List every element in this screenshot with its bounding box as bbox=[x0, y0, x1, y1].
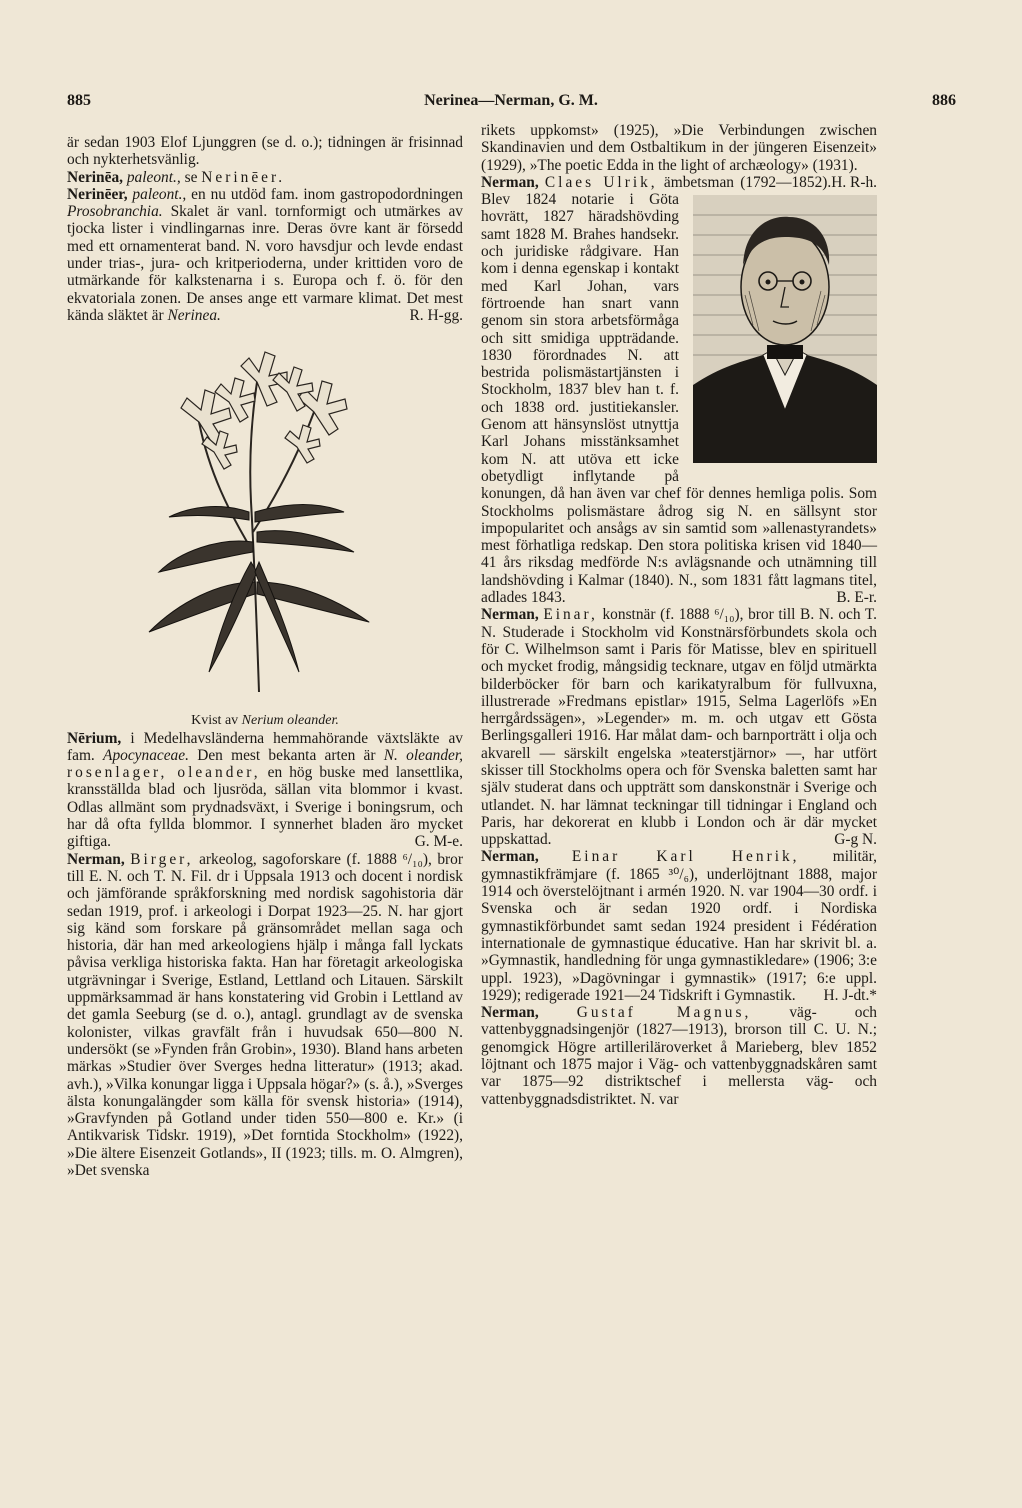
entry-text: ämbetsman (1792—1852). Blev 1824 notarie i Göta hovrätt, 1827 häradshövding samt 1828 M. Brahes handsekr. och juridiske rådgivare. Han kom i denna egenskap i kontakt med Karl Johan, vars förtroende han snart vann genom sin stora arbetsförmåga och sitt smidiga uppträdande. 1830 förordnades N. att bestrida polismästartjänsten i Stockholm, 1837 blev han t. f. och 1838 ord. justitiekansler. Genom att hänsynslöst utnyttja Karl Johans misstänksamhet kom N. att utöva ett icke obetydligt inflytande på konungen, då han även var chef för dennes hemliga polis. Som Stockholms polismästare ådrog sig N. en sällsynt stor impopularitet och ansågs av sin samtid som »allenastyrandets» mest förhatliga redskap. Den stora politiska krisen vid 1840—41 års riksdag medförde N:s avlägsnande och utnämning till landshövding i Kalmar (1840). N., som 1831 fått lagmans titel, adlades 1843. bbox=[481, 173, 877, 607]
entry-term: Nerinēa, bbox=[67, 168, 123, 186]
entry-term: Nerman, bbox=[481, 848, 539, 866]
caption-species: Nerium oleander. bbox=[241, 713, 339, 729]
entry-text: arkeolog, sagoforskare (f. 1888 ⁶/₁₀), bror till E. N. och T. N. Fil. dr i Uppsala 1913 och docent i nordisk och jämförande språkforskning med nordisk sagohistoria där sedan 1919, prof. i arkeologi i Dorpat 1923—25. N. har gjort sig känd som forskare på gränsområdet mellan saga och historia, där han med arkeologiens hjälp i många fall lyckats påvisa verkliga historiska fakta. Han har företagit arkeologiska utgrävningar i Sverige, Estland, Lettland och Litauen. Särskilt uppmärksammad är hans konstatering vid Grobin i Lettland av det gamla Seeburg (se d. o.), antagl. grundlagt av de svenska kolonister, vilkas gravfält från i huvudsak 650—800 N. undersökt (se »Fynden från Grobin», 1930). Bland hans arbeten märkas »Studier över Sverges hedna litteratur» (1913; akad. avh.), »Vilka konungar ligga i Uppsala högar?» (s. å.), »Sverges älsta konungalängder som källa för svensk historia» (1914), »Gravfynden på Gotland under tiden 550—800 e. Kr.» (i Antikvarisk Tidskr. 1919), »Det forntida Stockholm» (1922), »Die ältere Eisenzeit Gotlands», II (1923; tills. m. O. Almgren), »Det svenska bbox=[67, 850, 463, 1179]
entry-einar-karl-henrik-nerman bbox=[481, 848, 877, 1004]
entry-nerium bbox=[67, 730, 463, 851]
entry-gustaf-nerman bbox=[481, 1004, 877, 1108]
portrait-engraving bbox=[693, 195, 877, 463]
figure-caption bbox=[67, 712, 463, 729]
genus-name: Nerinea. bbox=[167, 306, 221, 324]
author-signature: G. M-e. bbox=[414, 833, 463, 851]
entry-given-name: Einar, bbox=[543, 606, 598, 624]
see-label: se bbox=[184, 168, 198, 186]
entry-text: en hög buske med lansettlika, kransställda blad och ljusröda, sällan vita blommor i kvast. Odlas allmänt som prydnadsväxt, i Sverige i boningsrum, och har då ofta fyllda blommor. I synnerhet bladen äro mycket giftiga. bbox=[67, 764, 463, 851]
page-number-right: 886 bbox=[932, 92, 956, 109]
entry-text: Den mest bekanta arten är bbox=[197, 746, 376, 764]
entry-text: en nu utdöd fam. inom gastropodordningen bbox=[191, 185, 463, 203]
caption-text: Kvist av bbox=[191, 713, 239, 729]
portrait-figure bbox=[687, 195, 877, 467]
oleander-illustration bbox=[139, 332, 379, 692]
oleander-figure bbox=[67, 324, 463, 712]
entry-claes-nerman bbox=[481, 174, 877, 606]
author-signature: R. H-gg. bbox=[409, 306, 463, 324]
paragraph-continuation: är sedan 1903 Elof Ljunggren (se d. o.); tidningen är frisinnad och nykterhetsvänlig. bbox=[67, 134, 463, 169]
entry-nerinea bbox=[67, 169, 463, 186]
author-signature: H. J-dt.* bbox=[823, 986, 877, 1004]
entry-term: Nerman, bbox=[481, 173, 539, 191]
running-head: Nerinea—Nerman, G. M. bbox=[424, 92, 598, 109]
entry-text: väg- och vattenbyggnadsingenjör (1827—1913), brorson till C. U. N.; genomgick Högre artilleriläroverket å Marieberg, blev 1852 löjtnant och 1875 major i Väg- och vattenbyggnadskåren samt var 1875—92 distriktschef i mellersta väg- och vattenbyggnadsdistriktet. N. var bbox=[481, 1004, 877, 1108]
entry-text: militär, gymnastikfrämjare (f. 1865 ³⁰/₆), underlöjtnant 1888, major 1914 och överstelöjtnant i armén 1920. N. var 1904—30 ordf. i Svenska och är sedan 1920 ordf. i Nordiska gymnastikförbundet samt sedan 1924 president i Fédération internationale de gymnastique éducative. Han har skrivit bl. a. »Gymnastik, handledning för unga gymnastikledare» (1906; 3:e uppl. 1923), »Dagövningar i gymnastik» (1917; 6:e uppl. 1929); redigerade 1921—24 Tidskrift i Gymnastik. bbox=[481, 848, 877, 1004]
entry-text: Skalet är vanl. tornformigt och utmärkes av tjocka lister i vindlingarnas inre. Deras övre kant är försedd med ett ornamenterat band. N. voro havsdjur och levde endast under trias-, jura- och kritperioderna, under krittiden voro de utmärkande för kalkstenarna i s. Europa och f. ö. för den ekvatoriala zonen. De anses ange ett varmare klimat. Det mest kända släktet är bbox=[67, 203, 463, 324]
entry-term: Nerman, bbox=[481, 606, 539, 624]
entry-einar-nerman bbox=[481, 606, 877, 848]
entry-nerineer bbox=[67, 186, 463, 324]
entry-given-name: Birger, bbox=[130, 850, 194, 868]
author-signature: G-g N. bbox=[834, 831, 877, 849]
entry-given-name: Einar Karl Henrik, bbox=[571, 848, 800, 866]
entry-term: Nerman, bbox=[67, 850, 125, 868]
common-names: rosenlager, oleander, bbox=[67, 764, 261, 782]
entry-term: Nerinēer, bbox=[67, 185, 128, 203]
cross-reference: Nerinēer. bbox=[201, 168, 286, 186]
entry-field: paleont., bbox=[132, 185, 187, 203]
entry-text: rikets uppkomst» (1925), »Die Verbindungen zwischen Skandinavien und dem Ostbaltikum in der jüngeren Eisenzeit» (1929), »The poetic Edda in the light of archæology» (1931). bbox=[481, 122, 877, 174]
entry-given-name: Gustaf Magnus, bbox=[576, 1004, 752, 1022]
entry-text: konstnär (f. 1888 ⁶/₁₀), bror till B. N. och T. N. Studerade i Stockholm vid Konstnärsförbundets skola och för C. Wilhelmson samt i Paris för Matisse, blev en spirituell och mycket frodig, mångsidig tecknare, utgav en följd utmärkta bilderböcker för barn och karikatyralbum för fullvuxna, illustrerade »Fredmans epistlar» 1915, Selma Lagerlöfs »En herrgårdssägen», »Legender» m. m. och utgav ett Gösta Berlingsgalleri 1916. Har målat dam- och barnporträtt i olja och akvarell — särskilt engelska »teaterstjärnor» —, har utfört skisser till Stockholms opera och för Svenska baletten samt har själv studerat dans och uppträtt som danskonstnär i Sverige och utlandet. N. har lämnat teckningar till tidningar i England och Paris, har dekorerat en klubb i London och är där mycket uppskattad. bbox=[481, 606, 877, 849]
author-signature: B. E-r. bbox=[836, 589, 877, 607]
taxon-name: Prosobranchia. bbox=[67, 203, 163, 221]
entry-given-name: Claes Ulrik, bbox=[544, 173, 658, 191]
entry-field: paleont., bbox=[126, 168, 181, 186]
author-signature: H. R-h. bbox=[831, 173, 877, 191]
entry-text: i Medelhavsländerna hemmahörande växtsläkte av fam. bbox=[67, 729, 463, 764]
entry-term: Nērium, bbox=[67, 729, 122, 747]
family-name: Apocynaceae. bbox=[103, 746, 189, 764]
page-number-left: 885 bbox=[67, 92, 91, 109]
left-column bbox=[67, 134, 463, 1179]
entry-term: Nerman, bbox=[481, 1004, 539, 1022]
right-column bbox=[481, 122, 877, 1108]
entry-birger-nerman bbox=[67, 851, 463, 1180]
species-name: N. oleander, bbox=[383, 746, 463, 764]
